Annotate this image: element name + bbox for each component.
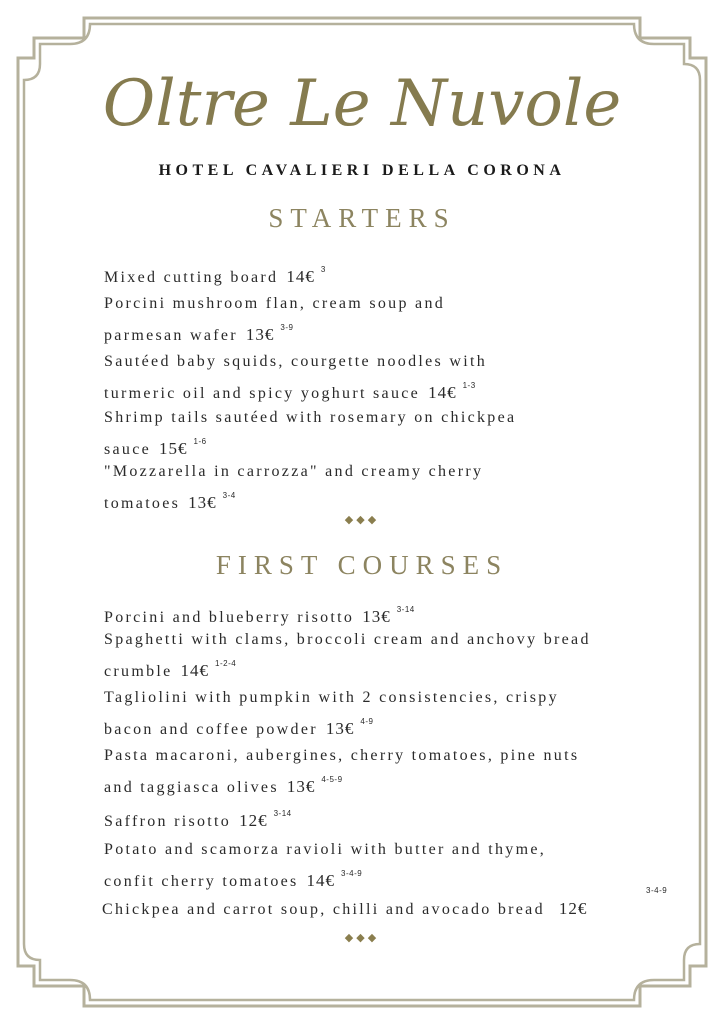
menu-item: "Mozzarella in carrozza" and creamy cherry tomatoes 13€ $^{3-4}$ bbox=[104, 463, 484, 512]
item-price: 12€ bbox=[239, 811, 268, 830]
item-price: 14€ bbox=[180, 661, 210, 680]
item-allergens: 1-2-4 bbox=[215, 659, 237, 668]
menu-item: Chickpea and carrot soup, chilli and avocado bread 12€ bbox=[102, 899, 588, 918]
section-title-starters: STARTERS bbox=[268, 203, 456, 233]
item-allergens: 3 bbox=[320, 265, 326, 274]
restaurant-title: Oltre Le Nuvole bbox=[102, 67, 622, 141]
menu-item: Mixed cutting board 14€ $^3$ bbox=[104, 265, 326, 286]
item-price: 13€ bbox=[245, 325, 275, 344]
menu-item: Porcini and blueberry risotto 13€ $^{3-14}$ bbox=[104, 605, 415, 626]
section-title-first-courses: FIRST COURSES bbox=[215, 550, 509, 580]
item-allergens: 1-3 bbox=[462, 381, 476, 390]
menu-item: Sautéed baby squids, courgette noodles with turmeric oil and spicy yoghurt sauce 14€ $^{1-3}$ bbox=[104, 353, 488, 402]
item-allergens: 4-5-9 bbox=[321, 775, 343, 784]
item-price: 13€ bbox=[286, 777, 316, 796]
item-allergens: 3-4-9 bbox=[341, 869, 363, 878]
item-price: 14€ bbox=[306, 871, 336, 890]
item-allergens: 3-14 bbox=[396, 605, 415, 614]
menu-item: Porcini mushroom flan, cream soup and parmesan wafer 13€ $^{3-9}$ bbox=[104, 295, 446, 344]
item-price: 14€ bbox=[286, 267, 315, 286]
item-allergens: 3-14 bbox=[273, 809, 292, 818]
menu-item: Pasta macaroni, aubergines, cherry tomatoes, pine nuts and taggiasca olives 13€ $^{4-5-9}$ bbox=[104, 747, 580, 796]
item-price: 15€ bbox=[159, 439, 188, 458]
item-price: 13€ bbox=[188, 493, 217, 512]
item-allergens: 3-9 bbox=[280, 323, 294, 332]
item-price: 14€ bbox=[428, 383, 457, 402]
menu-item: Tagliolini with pumpkin with 2 consistencies, crispy bacon and coffee powder 13€ $^{4-9}$ bbox=[104, 689, 559, 738]
section-divider: ◆◆◆ bbox=[344, 931, 380, 944]
item-allergens: 4-9 bbox=[360, 717, 374, 726]
item-price: 13€ bbox=[325, 719, 355, 738]
menu-item: Potato and scamorza ravioli with butter and thyme, confit cherry tomatoes 14€ $^{3-4-9}$ bbox=[104, 841, 547, 890]
menu-item: Spaghetti with clams, broccoli cream and anchovy bread crumble 14€ $^{1-2-4}$ bbox=[104, 631, 591, 680]
item-allergens: 1-6 bbox=[193, 437, 207, 446]
menu-item: Saffron risotto 12€ $^{3-14}$ bbox=[104, 809, 292, 830]
hotel-name: HOTEL CAVALIERI DELLA CORONA bbox=[158, 162, 566, 179]
item-price: 13€ bbox=[362, 607, 391, 626]
menu-item: Shrimp tails sautéed with rosemary on chickpea sauce 15€ $^{1-6}$ bbox=[104, 409, 517, 458]
item-allergens: 3-4-9 bbox=[646, 886, 668, 895]
section-divider: ◆◆◆ bbox=[344, 513, 380, 526]
item-allergens: 3-4 bbox=[222, 491, 236, 500]
item-price: 12€ bbox=[558, 899, 588, 918]
